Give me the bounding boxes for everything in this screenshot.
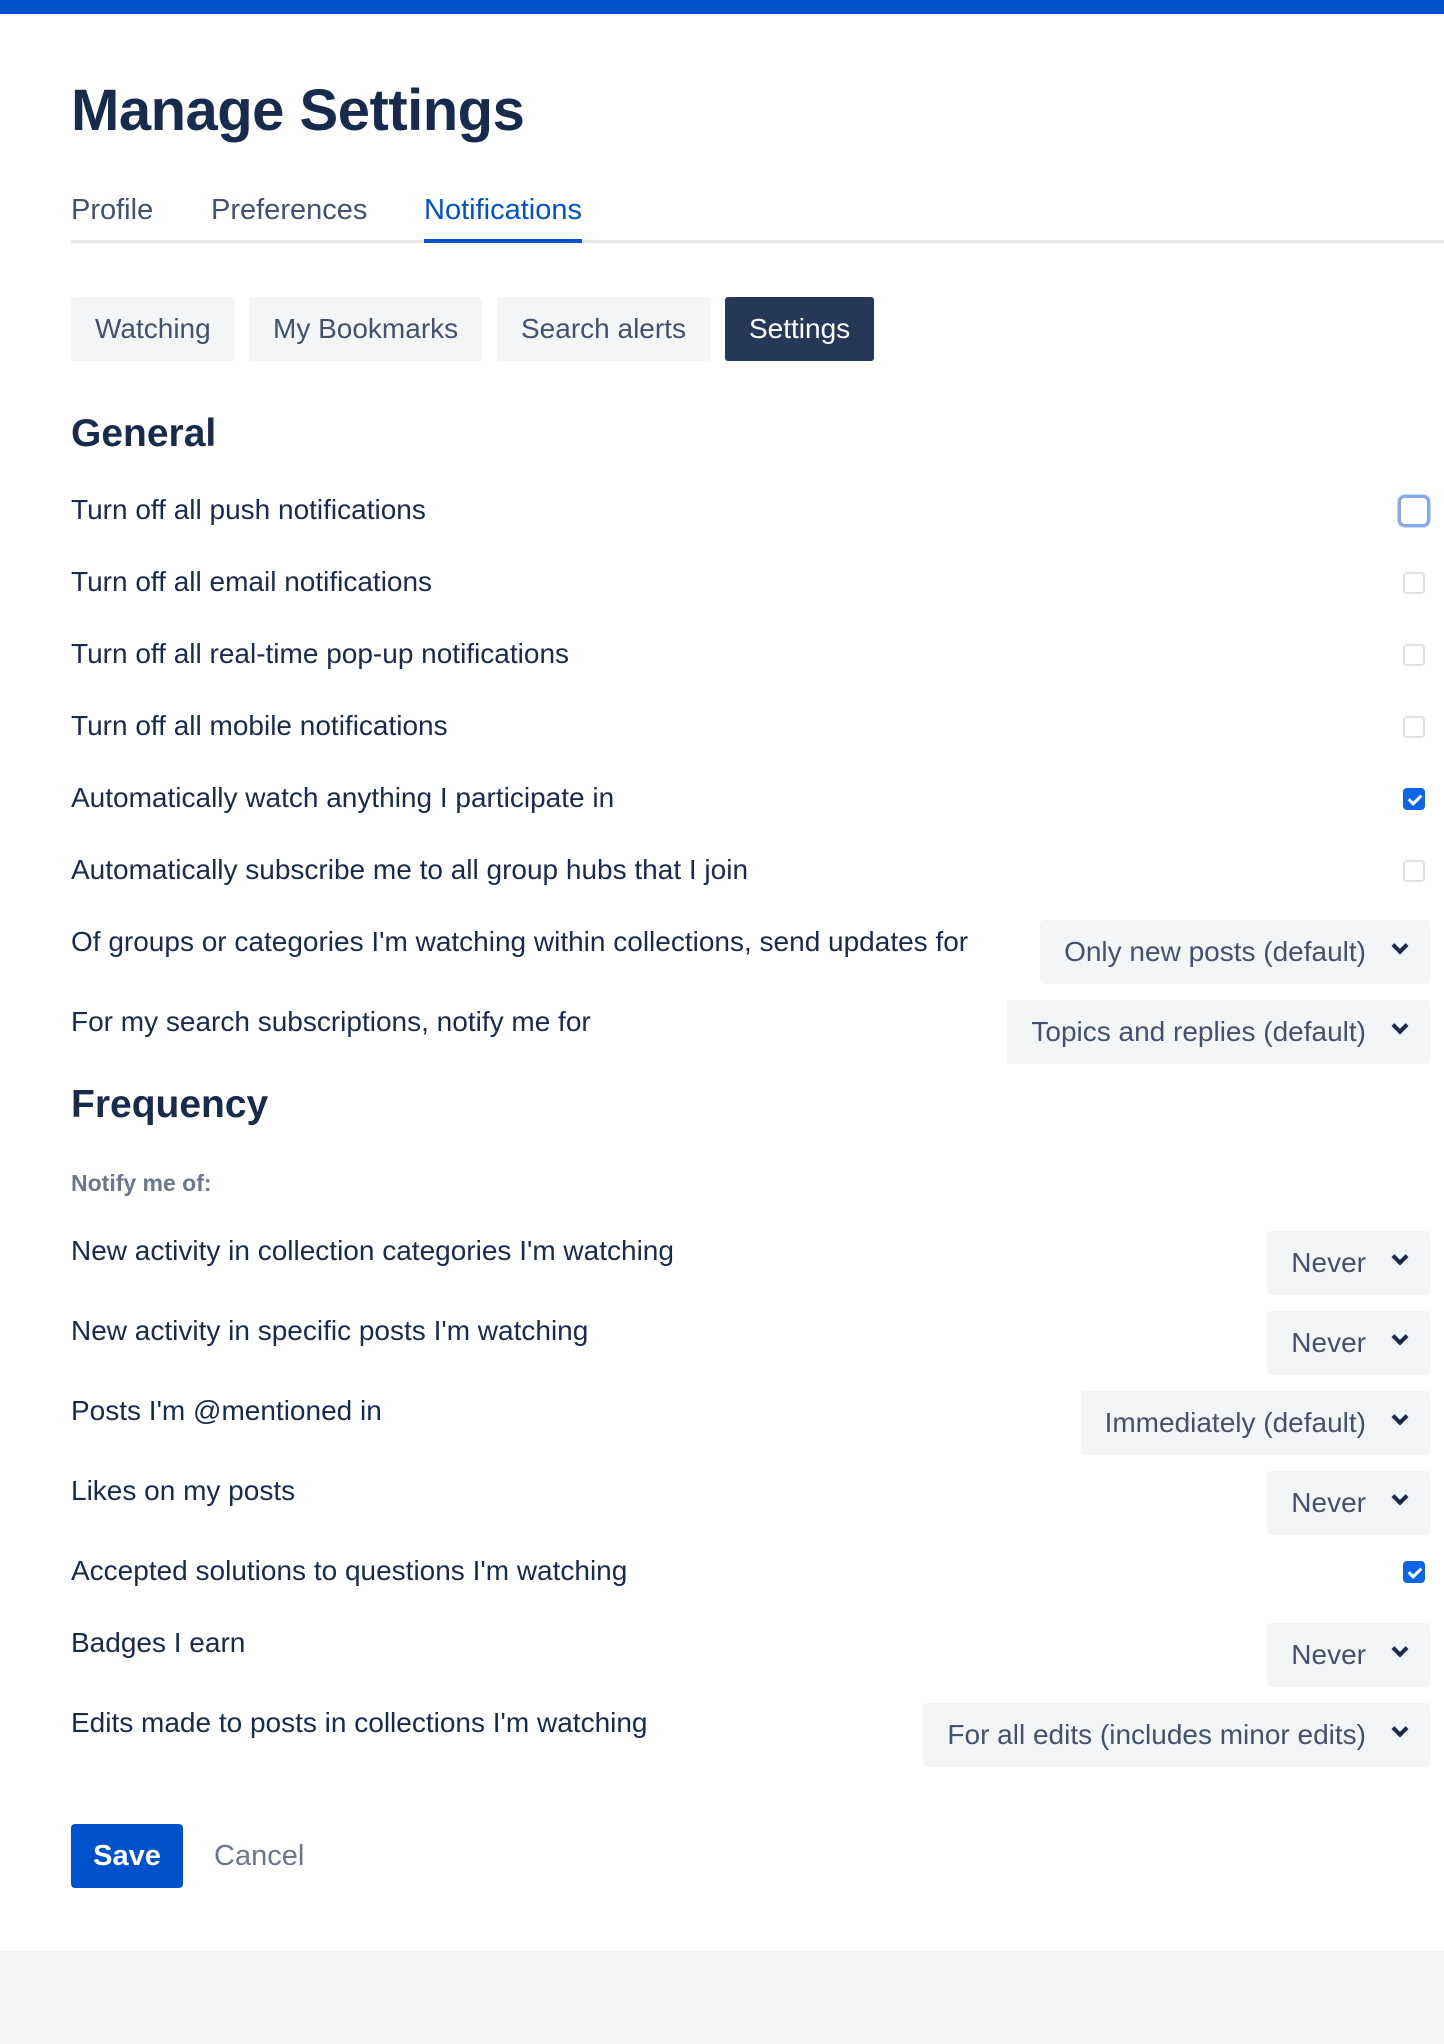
collection-categories-frequency-select[interactable] xyxy=(1267,1231,1430,1295)
email-notifications-checkbox[interactable] xyxy=(1403,572,1425,594)
setting-label: Posts I'm @mentioned in xyxy=(71,1395,382,1426)
chevron-down-icon xyxy=(1392,1489,1409,1506)
setting-label: Badges I earn xyxy=(71,1627,246,1658)
select-value: Never xyxy=(1291,1639,1366,1670)
subtab-settings[interactable]: Settings xyxy=(725,297,874,361)
chevron-down-icon xyxy=(1392,938,1409,955)
setting-label: Automatically watch anything I participate in xyxy=(71,782,615,813)
save-button[interactable]: Save xyxy=(71,1824,183,1888)
collection-updates-select[interactable] xyxy=(1040,920,1430,984)
search-subscriptions-select[interactable] xyxy=(1007,1000,1430,1064)
subtab-watching[interactable]: Watching xyxy=(71,297,235,361)
setting-label: Of groups or categories I'm watching within collections, send updates for xyxy=(71,926,969,957)
subtab-my-bookmarks[interactable]: My Bookmarks xyxy=(249,297,482,361)
setting-label: For my search subscriptions, notify me for xyxy=(71,1006,591,1037)
select-value: Only new posts (default) xyxy=(1064,936,1366,967)
main-tabs xyxy=(71,188,1444,243)
top-accent-bar xyxy=(0,0,1444,14)
auto-subscribe-group-hubs-checkbox[interactable] xyxy=(1403,860,1425,882)
push-notifications-checkbox[interactable] xyxy=(1398,495,1430,527)
select-value: Never xyxy=(1291,1487,1366,1518)
tab-profile[interactable]: Profile xyxy=(71,194,154,226)
mobile-notifications-checkbox[interactable] xyxy=(1403,716,1425,738)
chevron-down-icon xyxy=(1392,1409,1409,1426)
setting-label: Turn off all mobile notifications xyxy=(71,710,448,741)
chevron-down-icon xyxy=(1392,1641,1409,1658)
setting-label: Accepted solutions to questions I'm watching xyxy=(71,1555,628,1586)
chevron-down-icon xyxy=(1392,1721,1409,1738)
popup-notifications-checkbox[interactable] xyxy=(1403,644,1425,666)
likes-frequency-select[interactable] xyxy=(1267,1471,1430,1535)
select-value: Immediately (default) xyxy=(1104,1407,1366,1438)
select-value: Topics and replies (default) xyxy=(1031,1016,1366,1047)
select-value: Never xyxy=(1291,1247,1366,1278)
chevron-down-icon xyxy=(1392,1329,1409,1346)
setting-label: Automatically subscribe me to all group hubs that I join xyxy=(71,854,749,885)
general-section-title: General xyxy=(71,412,217,455)
tab-preferences[interactable]: Preferences xyxy=(211,194,368,226)
page-footer xyxy=(0,1951,1444,2044)
auto-watch-checkbox[interactable] xyxy=(1403,788,1425,810)
frequency-section-title: Frequency xyxy=(71,1083,269,1126)
select-value: Never xyxy=(1291,1327,1366,1358)
setting-label: Turn off all push notifications xyxy=(71,494,426,525)
setting-label: Edits made to posts in collections I'm watching xyxy=(71,1707,648,1738)
mentions-frequency-select[interactable] xyxy=(1081,1391,1430,1455)
badges-frequency-select[interactable] xyxy=(1267,1623,1430,1687)
setting-label: New activity in collection categories I'm watching xyxy=(71,1235,674,1266)
subtab-search-alerts[interactable]: Search alerts xyxy=(497,297,710,361)
setting-label: Turn off all real-time pop-up notifications xyxy=(71,638,570,669)
accepted-solutions-checkbox[interactable] xyxy=(1403,1561,1425,1583)
setting-label: Likes on my posts xyxy=(71,1475,296,1506)
setting-label: New activity in specific posts I'm watching xyxy=(71,1315,589,1346)
select-value: For all edits (includes minor edits) xyxy=(947,1719,1366,1750)
setting-label: Turn off all email notifications xyxy=(71,566,433,597)
edits-frequency-select[interactable] xyxy=(923,1703,1430,1767)
notify-me-of-label: Notify me of: xyxy=(71,1170,212,1196)
cancel-button[interactable]: Cancel xyxy=(196,1824,322,1888)
specific-posts-frequency-select[interactable] xyxy=(1267,1311,1430,1375)
chevron-down-icon xyxy=(1392,1018,1409,1035)
tab-notifications[interactable]: Notifications xyxy=(424,188,582,240)
page-title: Manage Settings xyxy=(71,78,525,143)
chevron-down-icon xyxy=(1392,1249,1409,1266)
